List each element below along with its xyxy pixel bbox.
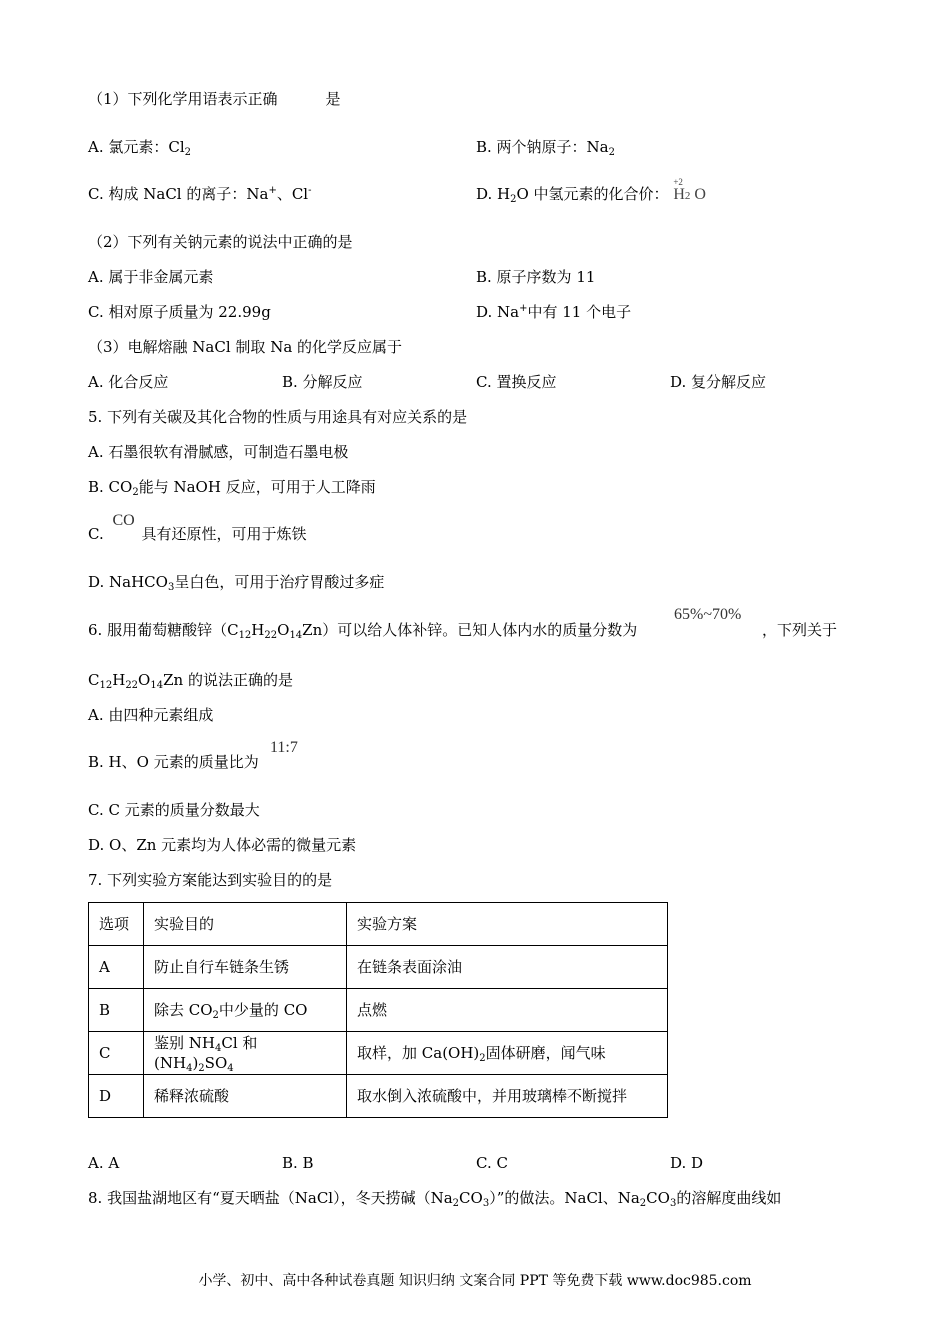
q4-1-option-a: A. 氯元素：$Cl_2$ — [88, 138, 192, 158]
q4-3-option-c: C. 置换反应 — [476, 373, 557, 391]
q4-2-option-b: B. 原子序数为 11 — [476, 268, 596, 286]
q4-1-stem: （1）下列化学用语表示正确 是 — [88, 90, 341, 108]
row-goal: 稀释浓硫酸 — [144, 1075, 347, 1118]
q6-stem: 6. 服用葡萄糖酸锌$(C_{12}H_{22}O_{14}Zn)$可以给人体补锌。已知人体内水的质量分数为 — [88, 621, 638, 641]
q8-stem: 8. 我国盐湖地区有“夏天晒盐（NaCl），冬天捞碱$(Na_2CO_3)$”的做法。NaCl、$Na_2CO_3$的溶解度曲线如 — [88, 1189, 782, 1209]
q4-3-option-d: D. 复分解反应 — [670, 373, 767, 391]
header-option: 选项 — [89, 903, 144, 946]
q7-option-d: D. D — [670, 1154, 704, 1172]
q6-stem-tail: ，下列关于 — [762, 621, 838, 639]
co-formula: CO — [112, 512, 135, 529]
q6-option-b: B. H、O 元素的质量比为 — [88, 753, 259, 771]
row-option: D — [89, 1075, 144, 1118]
valence-formula: +2 H2 O — [673, 177, 706, 203]
row-goal: 除去 $CO_2$中少量的 CO — [144, 989, 347, 1032]
q4-1-option-c: C. 构成 NaCl 的离子：Na+、Cl- — [88, 185, 312, 203]
table-row — [89, 1075, 668, 1118]
q6-option-a: A. 由四种元素组成 — [88, 706, 214, 724]
table-row — [89, 946, 668, 989]
q6-option-c: C. C 元素的质量分数最大 — [88, 801, 260, 819]
page-footer: 小学、初中、高中各种试卷真题 知识归纳 文案合同 PPT 等免费下载 www.doc985.com — [198, 1273, 752, 1289]
q7-stem: 7. 下列实验方案能达到实验目的的是 — [88, 871, 333, 889]
q6-ratio-formula: 11:7 — [270, 739, 298, 756]
q4-3-option-b: B. 分解反应 — [282, 373, 363, 391]
q4-2-stem: （2）下列有关钠元素的说法中正确的是 — [88, 233, 353, 251]
row-goal: 鉴别 $NH_4Cl$ 和$(NH_4)_2SO_4$ — [144, 1032, 347, 1075]
q7-option-c: C. C — [476, 1154, 508, 1172]
header-plan: 实验方案 — [347, 903, 668, 946]
q4-3-option-a: A. 化合反应 — [88, 373, 169, 391]
q7-option-a: A. A — [88, 1154, 120, 1172]
row-option: A — [89, 946, 144, 989]
q4-1-option-d: D. $H_2O$ 中氢元素的化合价： +2 H2 O — [476, 177, 706, 205]
q5-option-b: B. $CO_2$能与 NaOH 反应，可用于人工降雨 — [88, 478, 376, 498]
row-plan: 取水倒入浓硫酸中，并用玻璃棒不断搅拌 — [347, 1075, 668, 1118]
q5-option-d: D. NaHCO$_3$呈白色，可用于治疗胃酸过多症 — [88, 573, 385, 593]
row-goal: 防止自行车链条生锈 — [144, 946, 347, 989]
row-plan: 点燃 — [347, 989, 668, 1032]
q5-stem: 5. 下列有关碳及其化合物的性质与用途具有对应关系的是 — [88, 408, 468, 426]
q7-option-b: B. B — [282, 1154, 314, 1172]
q4-3-stem: （3）电解熔融 NaCl 制取 Na 的化学反应属于 — [88, 338, 403, 356]
q5-option-a: A. 石墨很软有滑腻感，可制造石墨电极 — [88, 443, 349, 461]
row-option: B — [89, 989, 144, 1032]
row-option: C — [89, 1032, 144, 1075]
table-row — [89, 1032, 668, 1075]
q4-2-option-c: C. 相对原子质量为 22.99g — [88, 303, 271, 321]
row-plan: 在链条表面涂油 — [347, 946, 668, 989]
experiment-table — [88, 902, 668, 1118]
q6-water-fraction-formula: 65%~70% — [674, 606, 742, 623]
row-plan: 取样，加 $Ca(OH)_2$固体研磨，闻气味 — [347, 1032, 668, 1075]
table-header-row — [89, 903, 668, 946]
q6-option-d: D. O、Zn 元素均为人体必需的微量元素 — [88, 836, 357, 854]
q5-option-c: C. CO 具有还原性，可用于炼铁 — [88, 512, 307, 543]
table-row — [89, 989, 668, 1032]
q4-2-option-a: A. 属于非金属元素 — [88, 268, 214, 286]
q6-stem-line2: $C_{12}H_{22}O_{14}Zn$ 的说法正确的是 — [88, 671, 293, 691]
header-goal: 实验目的 — [144, 903, 347, 946]
q4-1-option-b: B. 两个钠原子：$Na_2$ — [476, 138, 616, 158]
q4-2-option-d: D. Na+中有 11 个电子 — [476, 303, 632, 321]
